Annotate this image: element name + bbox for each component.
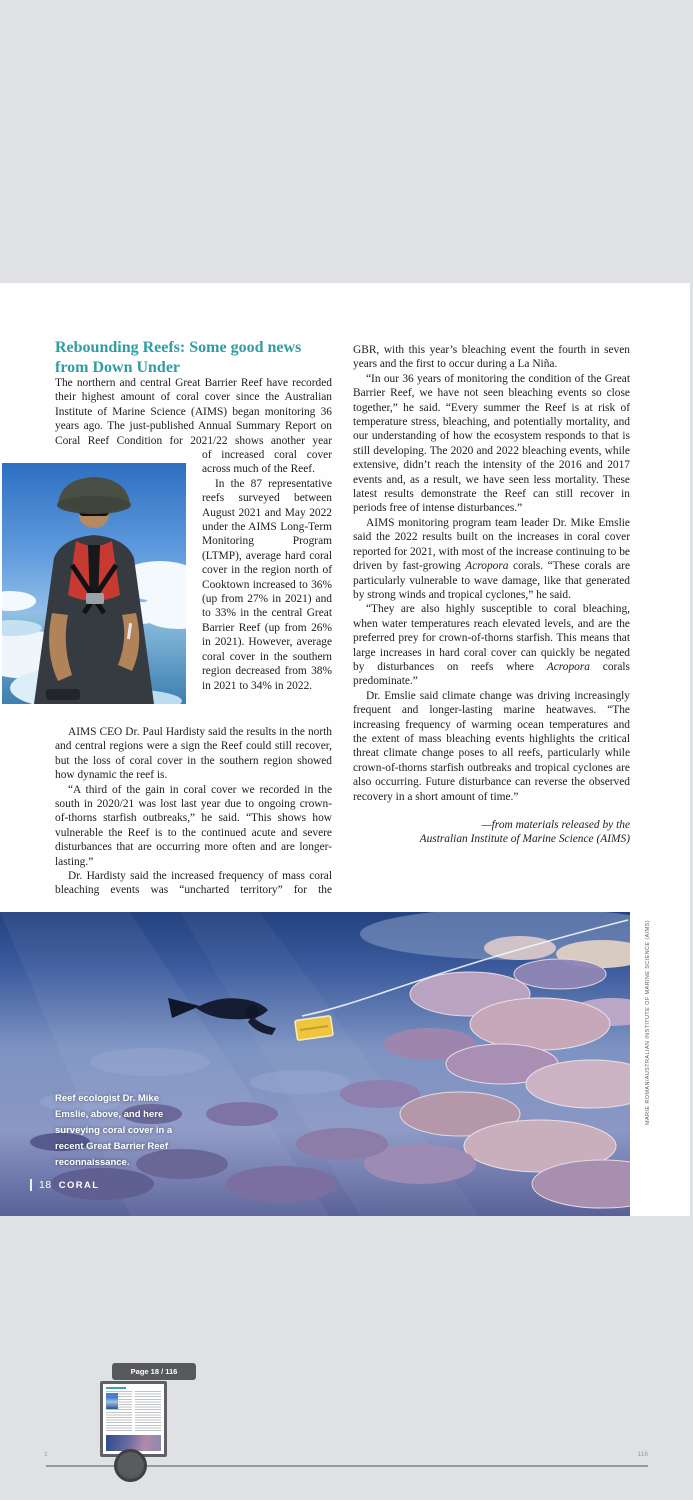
thumbnail-text-column (135, 1391, 161, 1431)
photo-caption: Reef ecologist Dr. Mike Emslie, above, and here surveying coral cover in a recent Great Barrier Reef reconnaissance. (55, 1093, 173, 1168)
headshot-photo (2, 463, 186, 704)
paragraph: Dr. Hardisty said the increased frequency of mass coral bleaching events was “uncharted territory” for the (55, 870, 332, 897)
left-column-intro (55, 376, 332, 448)
page-tooltip: Page 18 / 116 (112, 1363, 196, 1380)
scrubber-handle[interactable] (114, 1449, 147, 1482)
magazine-page[interactable] (0, 283, 690, 1216)
attribution-line2: Australian Institute of Marine Science (AIMS) (419, 833, 630, 846)
right-column (353, 343, 630, 847)
paragraph: AIMS CEO Dr. Paul Hardisty said the results in the north and central regions were a sign the Reef could still recover, but the loss of coral cover in the southern region showed how dynamic the reef is. (55, 726, 332, 782)
paragraph: GBR, with this year’s bleaching event the fourth in seven years and the first to occur during a La Niña. (353, 344, 630, 371)
magazine-logo: CORAL (58, 1179, 100, 1191)
headshot-illustration (2, 463, 186, 704)
paragraph: Dr. Emslie said climate change was driving increasingly frequent and longer-lasting marine heatwaves. “The increasing frequency of warming ocean temperatures and the extent of mass bleaching events highlights the critical threat climate change poses to all reefs, particularly while crown-of-thorns starfish outbreaks and tropical cyclones are also occurring. Future disturbance can reverse the observed recovery in a short amount of time.” (353, 689, 630, 803)
scrubber-end-label: 116 (637, 1451, 648, 1458)
survey-float (295, 1016, 333, 1041)
article-title-line1: Rebounding Reefs: Some good news (55, 339, 302, 356)
vest-buckle (86, 593, 104, 604)
scrubber-start-label: 1 (44, 1451, 48, 1458)
hat-brim (57, 496, 131, 514)
article-title (55, 338, 355, 377)
page-folio (30, 1179, 99, 1191)
paragraph: “A third of the gain in coral cover we recorded in the south in 2020/21 was lost last year due to ongoing crown-of-thorns starfish outbreaks,” he said. “This shows how vulnerable the Reef is to the continued acute and severe disturbances that are occurring more often and are longer-lasting.” (55, 783, 332, 868)
thumbnail-title-line (106, 1387, 126, 1389)
folio-divider (30, 1179, 32, 1191)
page-thumbnail-preview (103, 1384, 164, 1454)
page-thumbnail[interactable] (100, 1381, 167, 1457)
paragraph: In the 87 representative reefs surveyed between August 2021 and May 2022 under the AIMS Long-Term Monitoring Program (LTMP), average hard coral cover in the region north of Cooktown increased to 36% (up from 27% in 2021) and to 33% in the central Great Barrier Reef (up from 26% in 2021). However, average coral cover in the southern region decreased from 38% in 2021 to 34% in 2022. (202, 477, 332, 692)
attribution (353, 818, 630, 847)
held-object (46, 689, 80, 700)
attribution-line1: —from materials released by the (481, 819, 630, 831)
paragraph: The northern and central Great Barrier Reef have recorded their highest amount of coral cover since the Australian Institute of Marine Science (AIMS) began monitoring 36 years ago. The just-published Annual Summary Report on Coral Reef Condition for 2021/22 shows another year (55, 377, 332, 447)
page-number: 18 (39, 1179, 52, 1191)
paragraph: “In our 36 years of monitoring the condition of the Great Barrier Reef, we have not seen bleaching events so close together,” he said. “Every summer the Reef is at risk of temperature stress, bleaching, and potentially mortality, and our understanding of how the ecosystem responds to that is still developing. The 2020 and 2022 bleaching events, while extensive, didn’t reach the intensity of the 2016 and 2017 events and, as a result, we have seen less mortality. These latest results demonstrate the Reef can still recover in periods free of intense disturbances.” (353, 372, 630, 515)
article-title-line2: from Down Under (55, 358, 181, 376)
photo-credit: MARIE ROMAN/AUSTRALIAN INSTITUTE OF MARINE SCIENCE (AIMS) (645, 920, 651, 1125)
paragraph: of increased coral cover across much of the Reef. (202, 449, 332, 476)
paragraph: “They are also highly susceptible to coral bleaching, when water temperatures reach elevated levels, and are the preferred prey for crown-of-thorns starfish. This means that large increases in hard coral cover can quickly be negated by disturbances on reefs where Acropora corals predominate.” (353, 603, 630, 688)
left-column-lower (55, 725, 332, 898)
paragraph: AIMS monitoring program team leader Dr. Mike Emslie said the 2022 results built on the increases in coral cover reported for 2021, with most of the increase continuing to be driven by fast-growing Acropora corals. “These corals are particularly vulnerable to wave damage, like that generated by strong winds and tropical cyclones,” he said. (353, 516, 630, 601)
thumbnail-headshot (106, 1393, 118, 1409)
left-column-beside-photo (202, 448, 332, 693)
